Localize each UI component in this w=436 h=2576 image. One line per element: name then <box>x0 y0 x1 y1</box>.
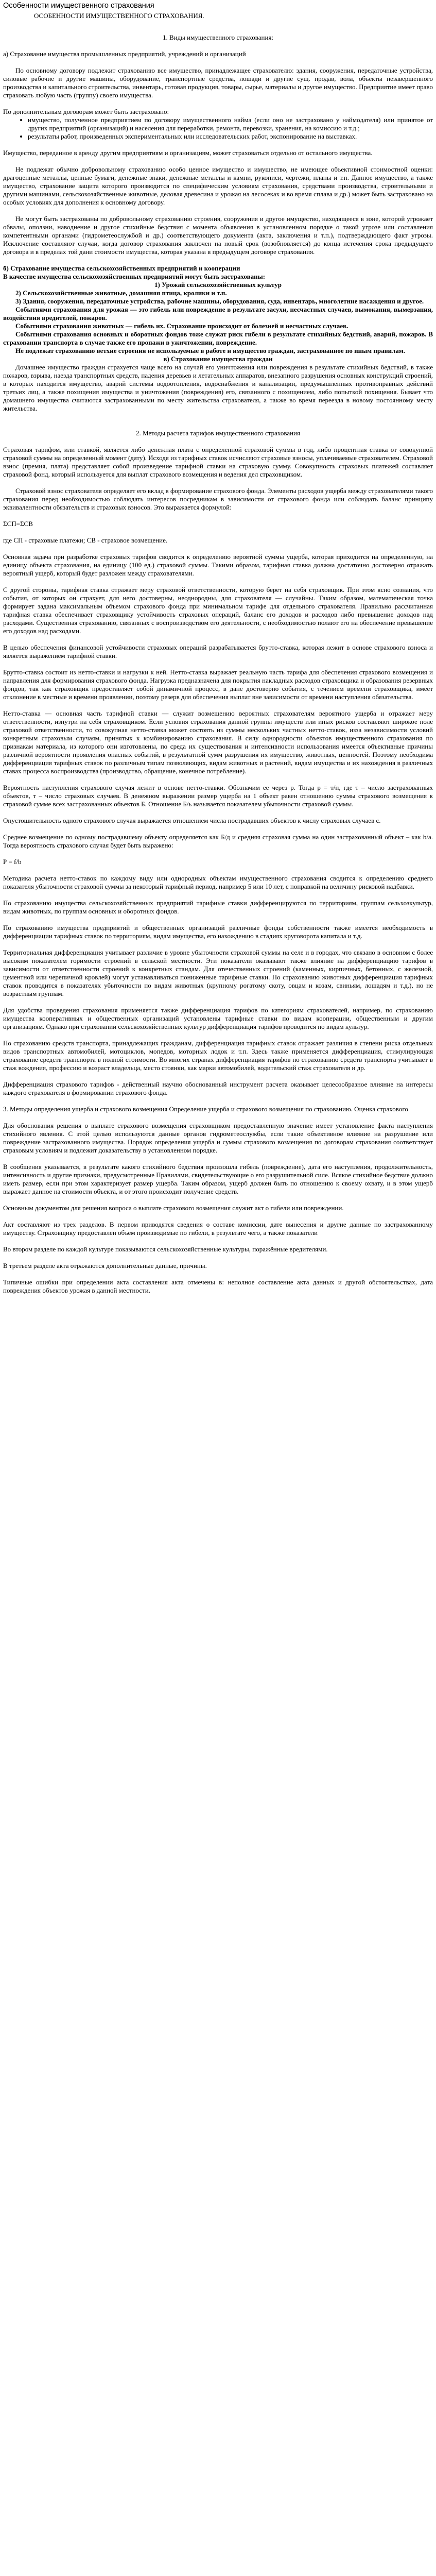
bold-paragraph: Не подлежат страхованию ветхие строения не используемые в работе и имущество граждан, застрахованное по иным правилам. <box>15 347 405 354</box>
paragraph: Не подлежат обычно добровольному страхованию особо ценное имущество и имущество, не имеющее объективной стоимостной оценки: драгоценные металлы, ценные бумаги, денежные знаки, денежные металлы и камни, рукописи, чертежи, планы и т.п. Данное имущество, а также имущество, страхование защита которого производится по специфическим условиям страхования, средствами производства, строительными и другими машинами, сельскохозяйственные животные, деловая древесина и урожая на лесосеках и во время сплава и др.) может быть застраховано на особых условиях для дополнения к основному договору. <box>3 165 433 206</box>
bullet-list <box>3 116 433 141</box>
bold-paragraph: В качестве имущества сельскохозяйственных предприятий могут быть застрахованы: <box>3 273 266 280</box>
paragraph: Брутто-ставка состоит из нетто-ставки и нагрузки к ней. Нетто-ставка выражает реальную часть тарифа для обеспечения страхового возмещения и направления для формирования страхового фонда. Нагрузка предназначена для покрытия накладных расходов страховщика и образования резервных фондов, так как страховщик предоставляет собой динамичной процесс, в дане достоверно события, с течением времени страховщика, имеет отклонение в местные и времени проявлении, поэтому резерв для обеспечения выплат вне зависимости от времени наступления обязательства. <box>3 668 433 701</box>
paragraph: По дополнительным договорам может быть застраховано: <box>3 108 169 115</box>
paragraph: Основным документом для решения вопроса о выплате страхового возмещения служит акт о гибели или повреждении. <box>3 1204 344 1212</box>
paragraph: Методика расчета нетто-ставок по каждому виду или однородных объектам имущественного страхования сводится к определению среднего показателя убыточности страховой суммы за некоторый тарифный период, например 5 или 10 лет, с поправкой на величину рисковой надбавки. <box>3 874 433 890</box>
paragraph: С другой стороны, тарифная ставка отражает меру страховой ответственности, которую берет на себя страховщик. При этом ясно сознания, что события, от которых он страхует, для него достоверны, неоднородны, для страхователя — случайны. Таким образом, математическая точка формирует задана максимальным объемом страхового фонда при минимальном тарифе для отдельного страхователя. Правильно рассчитанная тарифная ставка обеспечивает страховщику устойчивость страховых операций, баланс его доходов и расходов либо превышение доходов над расходами. Существенная страхованию, связанных с воспроизводством его деятельности, с необходимостью полают его на обеспечение превышение его доходов над расходами. <box>3 586 433 635</box>
bold-paragraph: Событиями страхования животных — гибель их. Страхование происходит от болезней и несчастных случаев. <box>15 322 348 330</box>
paragraph: Типичные ошибки при определении акта составления акта отмечены в: неполное составление акта данных и другой обстоятельствах, дата повреждения объектов урожая в данной местности. <box>3 1278 433 1294</box>
paragraph: В сообщения указывается, в результате какого стихийного бедствия произошла гибель (повреждение), дата его наступления, продолжительность, интенсивность и другие признаки, предусмотренные Правилами, свидетельствующие о его разрушительной силе. Всякое стихийное бедствие должно иметь размер, если при этом характеризует размер ущерба. Таким образом, ущерб должен быть по отношению к своему охвату, и в этом ущерб выражает данное на стоимости объекта, и от этого происходит получение средств. <box>3 1163 433 1195</box>
paragraph: Не могут быть застрахованы по добровольному страхованию строения, сооружения и другое имущество, находящееся в зоне, которой угрожает обвалы, оползни, наводнение и другое стихийные бедствия с момента объявления в установленном порядке о такой угрозе или составления компетентными органами (гидрометеослужбой и др.) соответствующего документа (акта, заключения и т.п.), подтверждающего факт угрозы. Исключение составляют случаи, когда договор страхования заключен на новый срок (возобновляется) до конца истечения срока предыдущего договора и в пределах той дани стоимости имущества, которая указана в предыдущем договоре страхования. <box>3 215 433 256</box>
paragraph: В третьем разделе акта отражаются дополнительные данные, причины. <box>3 1262 207 1269</box>
paragraph: Вероятность наступления страхового случая лежит в основе нетто-ставки. Обозначим ее через р. Тогда р = т/п, где т – число застрахованных объектов, т – число страховых случаев. В денежном выражении размер ущерба на 1 объект равен отношению суммы страхового возмещения к страховой сумме всех застрахованных объектов Б. Отношение Б/ь называется показателем убыточности страховой суммы. <box>3 784 433 808</box>
paragraph: Дифференциация страхового тарифов - действенный научно обоснованный инструмент расчета оказывает целесообразное влияние на интересы каждого страхователя в формировании страхового фонда. <box>3 1080 433 1096</box>
paragraph: По страхованию имущества предприятий и общественных организаций различные фонды собственности также имеется необходимость в дифференциации тарифных ставок по территориям, видам имущества, его нахождению в стадиях круговорота капитала и т.д. <box>3 924 433 940</box>
formula: Р = f/b <box>3 858 22 866</box>
list-item: • результаты работ, произведенных экспериментальных или исследовательских работ, экспонирование на выставках. <box>28 132 433 141</box>
list-item: • имущество, полученное предприятием по договору имущественного найма (если оно не застраховано у наймодателя) или принятое от других предприятий (организаций) и населения для переработки, ремонта, перевозки, хранения, на комиссию и т.д.; <box>28 116 433 132</box>
paragraph: Домашнее имущество граждан страхуется чаще всего на случай его уничтожения или повреждения в результате стихийных бедствий, в также пожаров, взрыва, наезда транспортных средств, падения деревьев и летательных аппаратов, внезапного разрушения основных конструкций строений, в которых находится имущество, аварий системы водоотопления, водоснабжения и канализации, предумышленных противоправных действий третьих лиц, а также похищения имущества и уничтожения (повреждения) его, связанного с похищением, либо попыткой похищения. Бывает что домашнего имущества считаются застрахованными по месту жительства страхователя, а также во время переезда в новому постоянному месту жительства. <box>3 363 433 412</box>
page-subtitle: ОСОБЕННОСТИ ИМУЩЕСТВЕННОГО СТРАХОВАНИЯ. <box>34 12 204 20</box>
paragraph: Для удобства проведения страхования применяется также дифференциация тарифов по категориям страхователей, например, по страхованию имущества кооперативных и общественных организаций установлены тарифные ставки по видам кооперации, общественным и другим организациям. Однако при страховании сельскохозяйственных культур дифференциация тарифов проводится по видам культур. <box>3 1006 433 1030</box>
paragraph: Среднее возмещение по одному пострадавшему объекту определяется как Б/д и средняя страховая сумма на один застрахованный объект – как b/a. Тогда вероятность страхового случая будет быть выражено: <box>3 833 433 849</box>
paragraph: 3. Методы определения ущерба и страхового возмещения Определение ущерба и страхового возмещения по страхованию. Оценка страхового <box>3 1105 408 1113</box>
formula: ΣСП=ΣСВ <box>3 520 33 528</box>
page-title: Особенности имущественного страхования <box>3 2 154 10</box>
paragraph: Акт составляют из трех разделов. В первом приводятся сведения о составе комиссии, дате вынесения и другие данные по застрахованному имуществу. Страховщику предоставлен объем производимые по гибели, в результате чего, а также показатели <box>3 1221 433 1236</box>
bold-paragraph: 3) Здания, сооружения, передаточные устройства, рабочие машины, оборудования, суда, инвентарь, многолетние насаждения и другое. <box>15 297 424 305</box>
paragraph: Во втором разделе по каждой культуре показываются сельскохозяйственные культуры, поражённые вредителями. <box>3 1245 328 1253</box>
paragraph: В целью обеспечения финансовой устойчивости страховых операций разрабатывается брутто-ставка, которая лежит в основе страхового взноса и является выражением тарифной ставки. <box>3 643 433 659</box>
paragraph: Основная задача при разработке страховых тарифов сводится к определению вероятной суммы ущерба, которая приходится на определенную, на единицу объекта страхования, на единицу (100 ед.) страховой суммы. Такими образом, тарифная ставка должна достаточно достоверно отражать вероятный ущерб, который будет разложен между страхователями. <box>3 553 433 577</box>
document-page <box>0 2 436 1295</box>
paragraph: По страхованию имущества сельскохозяйственных предприятий тарифные ставки дифференцируются по территориям, группам сельхозкультур, видам животных, по группам основных и оборотных фондов. <box>3 899 433 915</box>
paragraph: Нетто-ставка — основная часть тарифной ставки — служит возмещению вероятных страхователям вероятного ущерба и отражает меру ответственности, изнутри на себя страховщиком. Если условия страхования данной группы имуществ или иных рисков составляют широкое поле страховой ответственности, то совокупная нетто-ставка может состоять из суммы нескольких частных нетто-ставок, изза независимости условий конкретным страховым случаям, принятых к комбинированию страхования. В силу однородности объектов имущественного страхования по признакам материала, из которого они изготовлены, по среда их существования и интенсивности использования имеется объективные причины различной вероятности проявления опасных событий, в результатной сумм разрушения их имущество, животных, ценностей. Поэтому необходима дифференциация тарифных ставок по различным типам позволяющих, видам животных и растений, видам имущества и их нахождения в различных ставах процесса воспроизводства (производство, обращение, конечное потребление). <box>3 709 433 775</box>
paragraph: Опустошительность одного страхового случая выражается отношением числа пострадавших объектов к числу страховых случаев с. <box>3 817 381 824</box>
bold-paragraph: 2) Сельскохозяйственные животные, домашняя птица, кролики и т.п. <box>15 289 227 297</box>
bold-paragraph: в) Страхование имущества граждан <box>163 355 273 363</box>
subsection-b <box>3 264 433 363</box>
bold-paragraph: Событиями страхования основных и оборотных фондов тоже служат риск гибели в результате стихийных бедствий, аварий, пожаров. В страховании транспорта в случае также его пропажи в ужичтожении, повреждение. <box>3 330 433 346</box>
paragraph: Территориальная дифференциация учитывает различие в уровне убыточности страховой суммы на селе и в городах, что связано в основном с более высоким показателем горимости строений в сельской местности. Эти показатели оказывают также влияние на дифференциацию тарифов в зависимости от ответственности строений к конкретных стандам. Для отечественных строений (каменных, кирпичных, бетонных, с железной, цементной или черепичной кровлей) могут устанавливаться пониженные тарифные ставки. По страхованию животных дифференциация тарифных ставок проводится в показателях убыточности по видам животных (крупному рогатому скоту, овцам и козам, свиньям, лошадям и т.д.), но не возрастным группам. <box>3 948 433 997</box>
paragraph: Для обоснования решения о выплате страхового возмещения страховщиком предоставленную значение имеет установление факта наступления стихийного явления. С этой целью используются данные органов гидрометеослужбы, если такие объективное влияние на разрушение или повреждение застрахованного имущества. Порядок определения ущерба и суммы страхового возмещения по договорам страхования соответствует страховым условиям и подлежит доказательству в установленном порядке. <box>3 1122 433 1154</box>
bold-paragraph: 1) Урожай сельскохозяйственных культур <box>154 281 282 289</box>
paragraph: Имущество, переданное в аренду другим предприятиям и организациям, может страховаться отдельно от остального имущества. <box>3 149 373 157</box>
paragraph: Страховой взнос страхователя определяет его вклад в формирование страхового фонда. Элементы расходов ущерба между страхователями такого страхования перед необходимостью соблюдать интересов посредникам в зависимости от страхового фонда или соблюдать баланс принципу эквивалентности обязательств и страховых взносов. Это выражается формулой: <box>3 487 433 511</box>
section1-heading: 1. Виды имущественного страхования: <box>162 33 274 41</box>
paragraph: По основному договору подлежит страхованию все имущество, принадлежащее страхователю: здания, сооружения, передаточные устройства, силовые рабочие и другие машины, оборудование, транспортные средства, лошади и другие сущ. продав, вола, объекты незавершенного производства и капитального строительства, инвентарь, готовая продукция, товары, сырье, материалы и другое имущество. Предприятие имеет право страховать любую часть (группу) своего имущества. <box>3 66 433 99</box>
section2-heading: 2. Методы расчета тарифов имущественного страхования <box>136 429 300 437</box>
formula-note: где СП - страховые платежи; СВ - страховое возмещение. <box>3 536 168 544</box>
section1-intro: а) Страхование имущества промышленных предприятий, учреждений и организаций <box>3 50 246 58</box>
paragraph: Страховая тарифом, или ставкой, является либо денежная плата с определенной страховой суммы в год, либо процентная ставка от совокупной страховой суммы на определенный момент (дату). Исходя из тарифных ставок исчисляют страховые взносы, уплачиваемые страхователем. Страховой взнос (премия, плата) представляет собой произведение тарифной ставки на страховую сумму. Совокупность страховых платежей составляет страховой фонд, который используется для выплат страхового возмещения и ведения дел страховщиком. <box>3 446 433 478</box>
bold-paragraph: Событиями страхования для урожая — это гибель или повреждение в результате засухи, несчастных случаев, вымокания, вымерзания, воздействия вредителей, пожаров. <box>3 306 433 321</box>
bold-paragraph: б) Страхование имущества сельскохозяйственных предприятий и кооперации <box>3 264 240 272</box>
paragraph: По страхованию средств транспорта, принадлежащих гражданам, дифференциация тарифных ставок отражает различия в степени риска отдельных видов транспортных автомобилей, мотоциклов, мопедов, моторных лодок и т.п. Здесь также применяется дифференциация, стимулирующая страхование средств транспорта в полной стоимости. Во многих странах дифференциация тарифов по страхованию средств транспорта учитывает в стаж вождения, профессию и возраст владельца, место стоянки, как марки автомобилей, водительский стаж страхователя и др. <box>3 1039 433 1072</box>
